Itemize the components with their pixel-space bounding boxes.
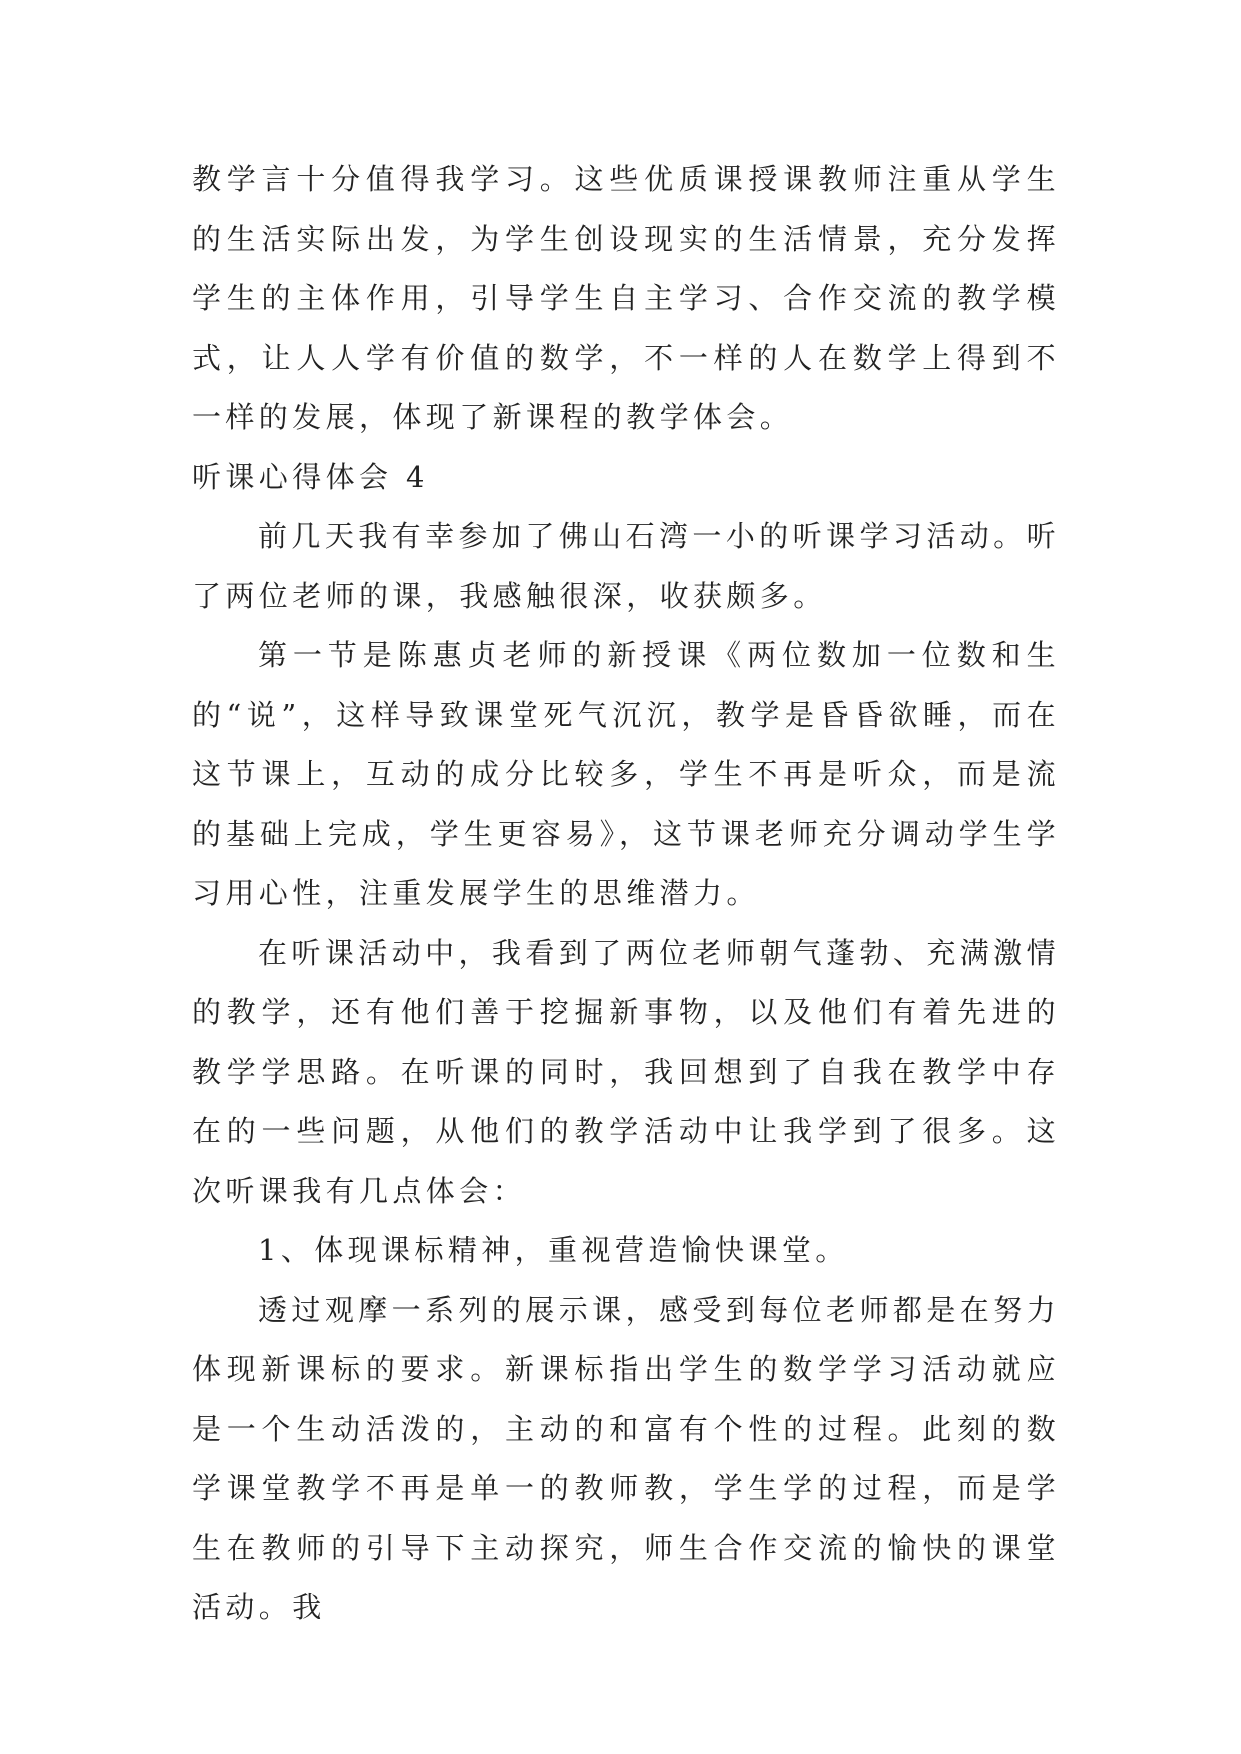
paragraph-4: 透过观摩一系列的展示课，感受到每位老师都是在努力体现新课标的要求。新课标指出学生的数学学习活动就应是一个生动活泼的，主动的和富有个性的过程。此刻的数学课堂教学不再是单一的教师教，学生学的过程，而是学生在教师的引导下主动探究，师生合作交流的愉快的课堂活动。我 bbox=[192, 1292, 1060, 1624]
paragraph-1: 前几天我有幸参加了佛山石湾一小的听课学习活动。听了两位老师的课，我感触很深，收获颇多。 bbox=[192, 519, 1060, 613]
section-heading: 听课心得体会 4 bbox=[192, 459, 429, 494]
document-page bbox=[192, 150, 1060, 1638]
paragraph-intro: 教学言十分值得我学习。这些优质课授课教师注重从学生的生活实际出发，为学生创设现实的生活情景，充分发挥学生的主体作用，引导学生自主学习、合作交流的教学模式，让人人学有价值的数学，不一样的人在数学上得到不一样的发展，体现了新课程的教学体会。 bbox=[192, 162, 1060, 434]
list-item-1: 1、体现课标精神，重视营造愉快课堂。 bbox=[258, 1233, 849, 1267]
paragraph-2: 第一节是陈惠贞老师的新授课《两位数加一位数和生的“说”，这样导致课堂死气沉沉，教学是昏昏欲睡，而在这节课上，互动的成分比较多，学生不再是听众，而是流的基础上完成，学生更容易》，这节课老师充分调动学生学习用心性，注重发展学生的思维潜力。 bbox=[192, 638, 1060, 910]
paragraph-3: 在听课活动中，我看到了两位老师朝气蓬勃、充满激情的教学，还有他们善于挖掘新事物，以及他们有着先进的教学学思路。在听课的同时，我回想到了自我在教学中存在的一些问题，从他们的教学活动中让我学到了很多。这次听课我有几点体会： bbox=[192, 935, 1060, 1208]
